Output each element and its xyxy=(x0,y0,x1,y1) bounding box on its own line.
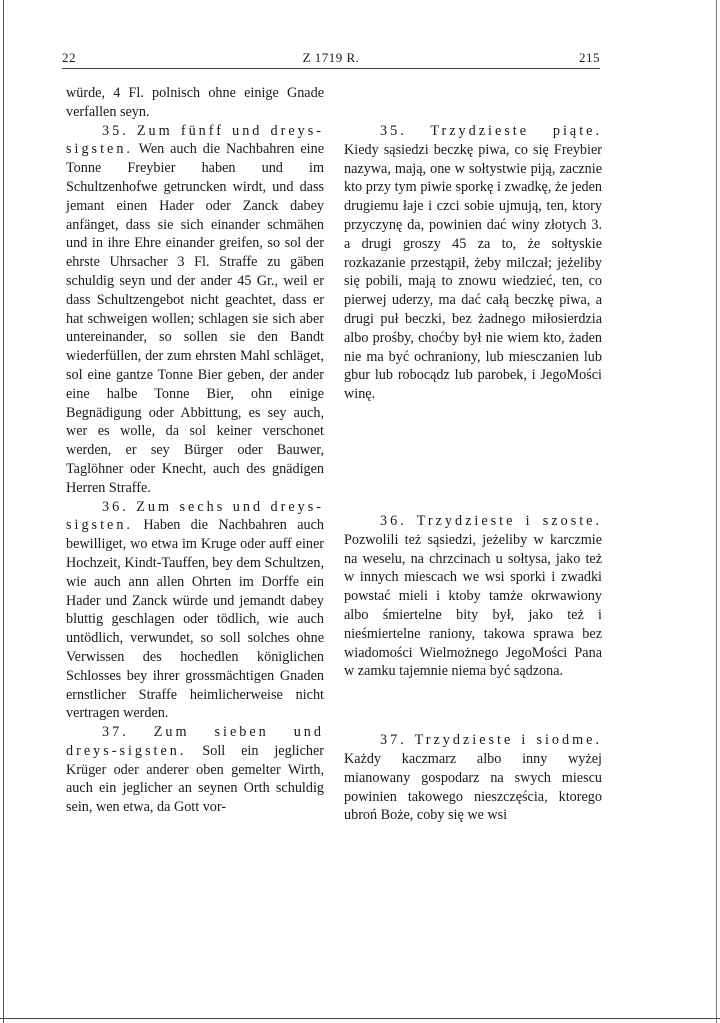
section-text: Soll ein jeglicher Krüger oder anderer oben gemelter Wirth, auch ein jeglicher an seynen Orth schuldig sein, wen etwa, da Gott vor- xyxy=(66,742,324,816)
header-rule xyxy=(62,68,600,69)
section-heading: 35. Zum fünff und dreys-sigsten. xyxy=(66,122,324,158)
page-number-left: 22 xyxy=(62,50,76,65)
page-edge-bottom xyxy=(0,1018,720,1019)
section-text: Każdy kaczmarz albo inny wyżej mianowany gospodarz na swych miescu powinien takowego nieszczęścia, ktorego ubroń Boże, coby się we wsi xyxy=(344,750,602,824)
german-section-35 xyxy=(66,122,324,498)
section-heading: 37. Trzydzieste i siodme. xyxy=(380,732,602,749)
section-heading: 35. Trzydzieste piąte. xyxy=(380,123,602,139)
page-edge-left xyxy=(3,0,4,1023)
section-heading: 37. Zum sieben und dreys-sigsten. xyxy=(66,724,324,759)
german-section-36 xyxy=(66,498,324,724)
polish-section-37 xyxy=(344,731,602,825)
section-text: Haben die Nachbahren auch bewilliget, wo etwa im Kruge oder auff einer Hochzeit, Kindt-Tauffen, bey dem Schultzen, wie auch ann allen Ohrten im Dorffe ein Hader und Zanck würde und jemandt dabey bluttig geschlagen oder tödlich, wie auch untödlich, verwundet, so soll solches ohne Verwissen des hochedlen königlichen Schlosses bey ihrer grossmächtigen Gnaden ernstlicher Straffe heimlicherweise nicht vertragen werden. xyxy=(66,517,324,722)
german-continuation xyxy=(66,84,324,122)
section-text: Kiedy sąsiedzi beczkę piwa, co się Freybier nazywa, mają, one w sołtystwie piją, zacznie kto przy tym piwie sporkę i zwadkę, że jeden drugiemu łaje i czci sobie ujmują, ten, ktory przyczynę da, powinien dać winy złotych 3. a drugi groszy 45 za to, że sołtyskie rozkazanie przestąpił, żeby milczał; jeżeliby się pobili, mają to znowu wiedzieć, ten, co pierwej uderzy, ma dać całą beczkę piwa, a drugi puł beczki, bez żadnego miłosierdzia albo prośby, choćby był nie wiem kto, żaden nie ma być ochraniony, lub miesczanien lub gbur lub robocądz lub parobek, i JegoMości winę. xyxy=(344,141,602,403)
polish-section-35 xyxy=(344,122,602,404)
section-heading: 36. Zum sechs und dreys-sigsten. xyxy=(66,498,324,534)
section-text: Pozwolili też sąsiedzi, jeżeliby w karczmie na weselu, na chrzcinach u sołtysa, jako też w innych miescach we wsi sporki i zwadki powstać mieli i ktoby tamże okrwawiony albo śmiertelne bity był, jako też i nieśmiertelne raniony, takowa sprawa bez wiadomości Wielmożnego JegoMości Pana w zamku tajemnie niema być sądzona. xyxy=(344,531,602,680)
section-heading: 36. Trzydzieste i szoste. xyxy=(380,512,602,529)
running-head: Z 1719 R. xyxy=(302,50,360,65)
polish-section-36 xyxy=(344,512,602,681)
page-number-right: 215 xyxy=(579,50,600,65)
german-section-37 xyxy=(66,723,324,817)
section-text: Wen auch die Nachbahren eine Tonne Freybier haben und im Schultzenhofwe getruncken wirdt, und dass jemant einen Hader oder Zanck dabey anfänget, dass sie sich einander schmähen und in ihre Ehre einander greifen, so sol der ehrste Uhrsacher 3 Fl. Straffe zu gäben schuldig seyn und der ander 45 Gr., weil er dass Schultzengebot nicht geachtet, dass er hat schweigen wollen; schlagen sie sich aber untereinander, so sollen sie den Bandt wiederfüllen, der zum ehrsten Mahl schläget, sol eine gantze Tonne Bier geben, der ander eine halbe Tonne Bier, ohn einige Begnädigung oder Abbittung, es sey auch, wer es wolle, da sol keiner verschonet werden, er sey Bürger oder Bauwer, Taglöhner oder Knecht, auch des gnädigen Herren Straffe. xyxy=(66,141,324,496)
german-column xyxy=(66,84,324,817)
page-header xyxy=(62,50,600,68)
continuation-text: würde, 4 Fl. polnisch ohne einige Gnade verfallen seyn. xyxy=(66,85,324,120)
page-edge-right xyxy=(716,0,717,1023)
polish-column xyxy=(344,84,602,825)
